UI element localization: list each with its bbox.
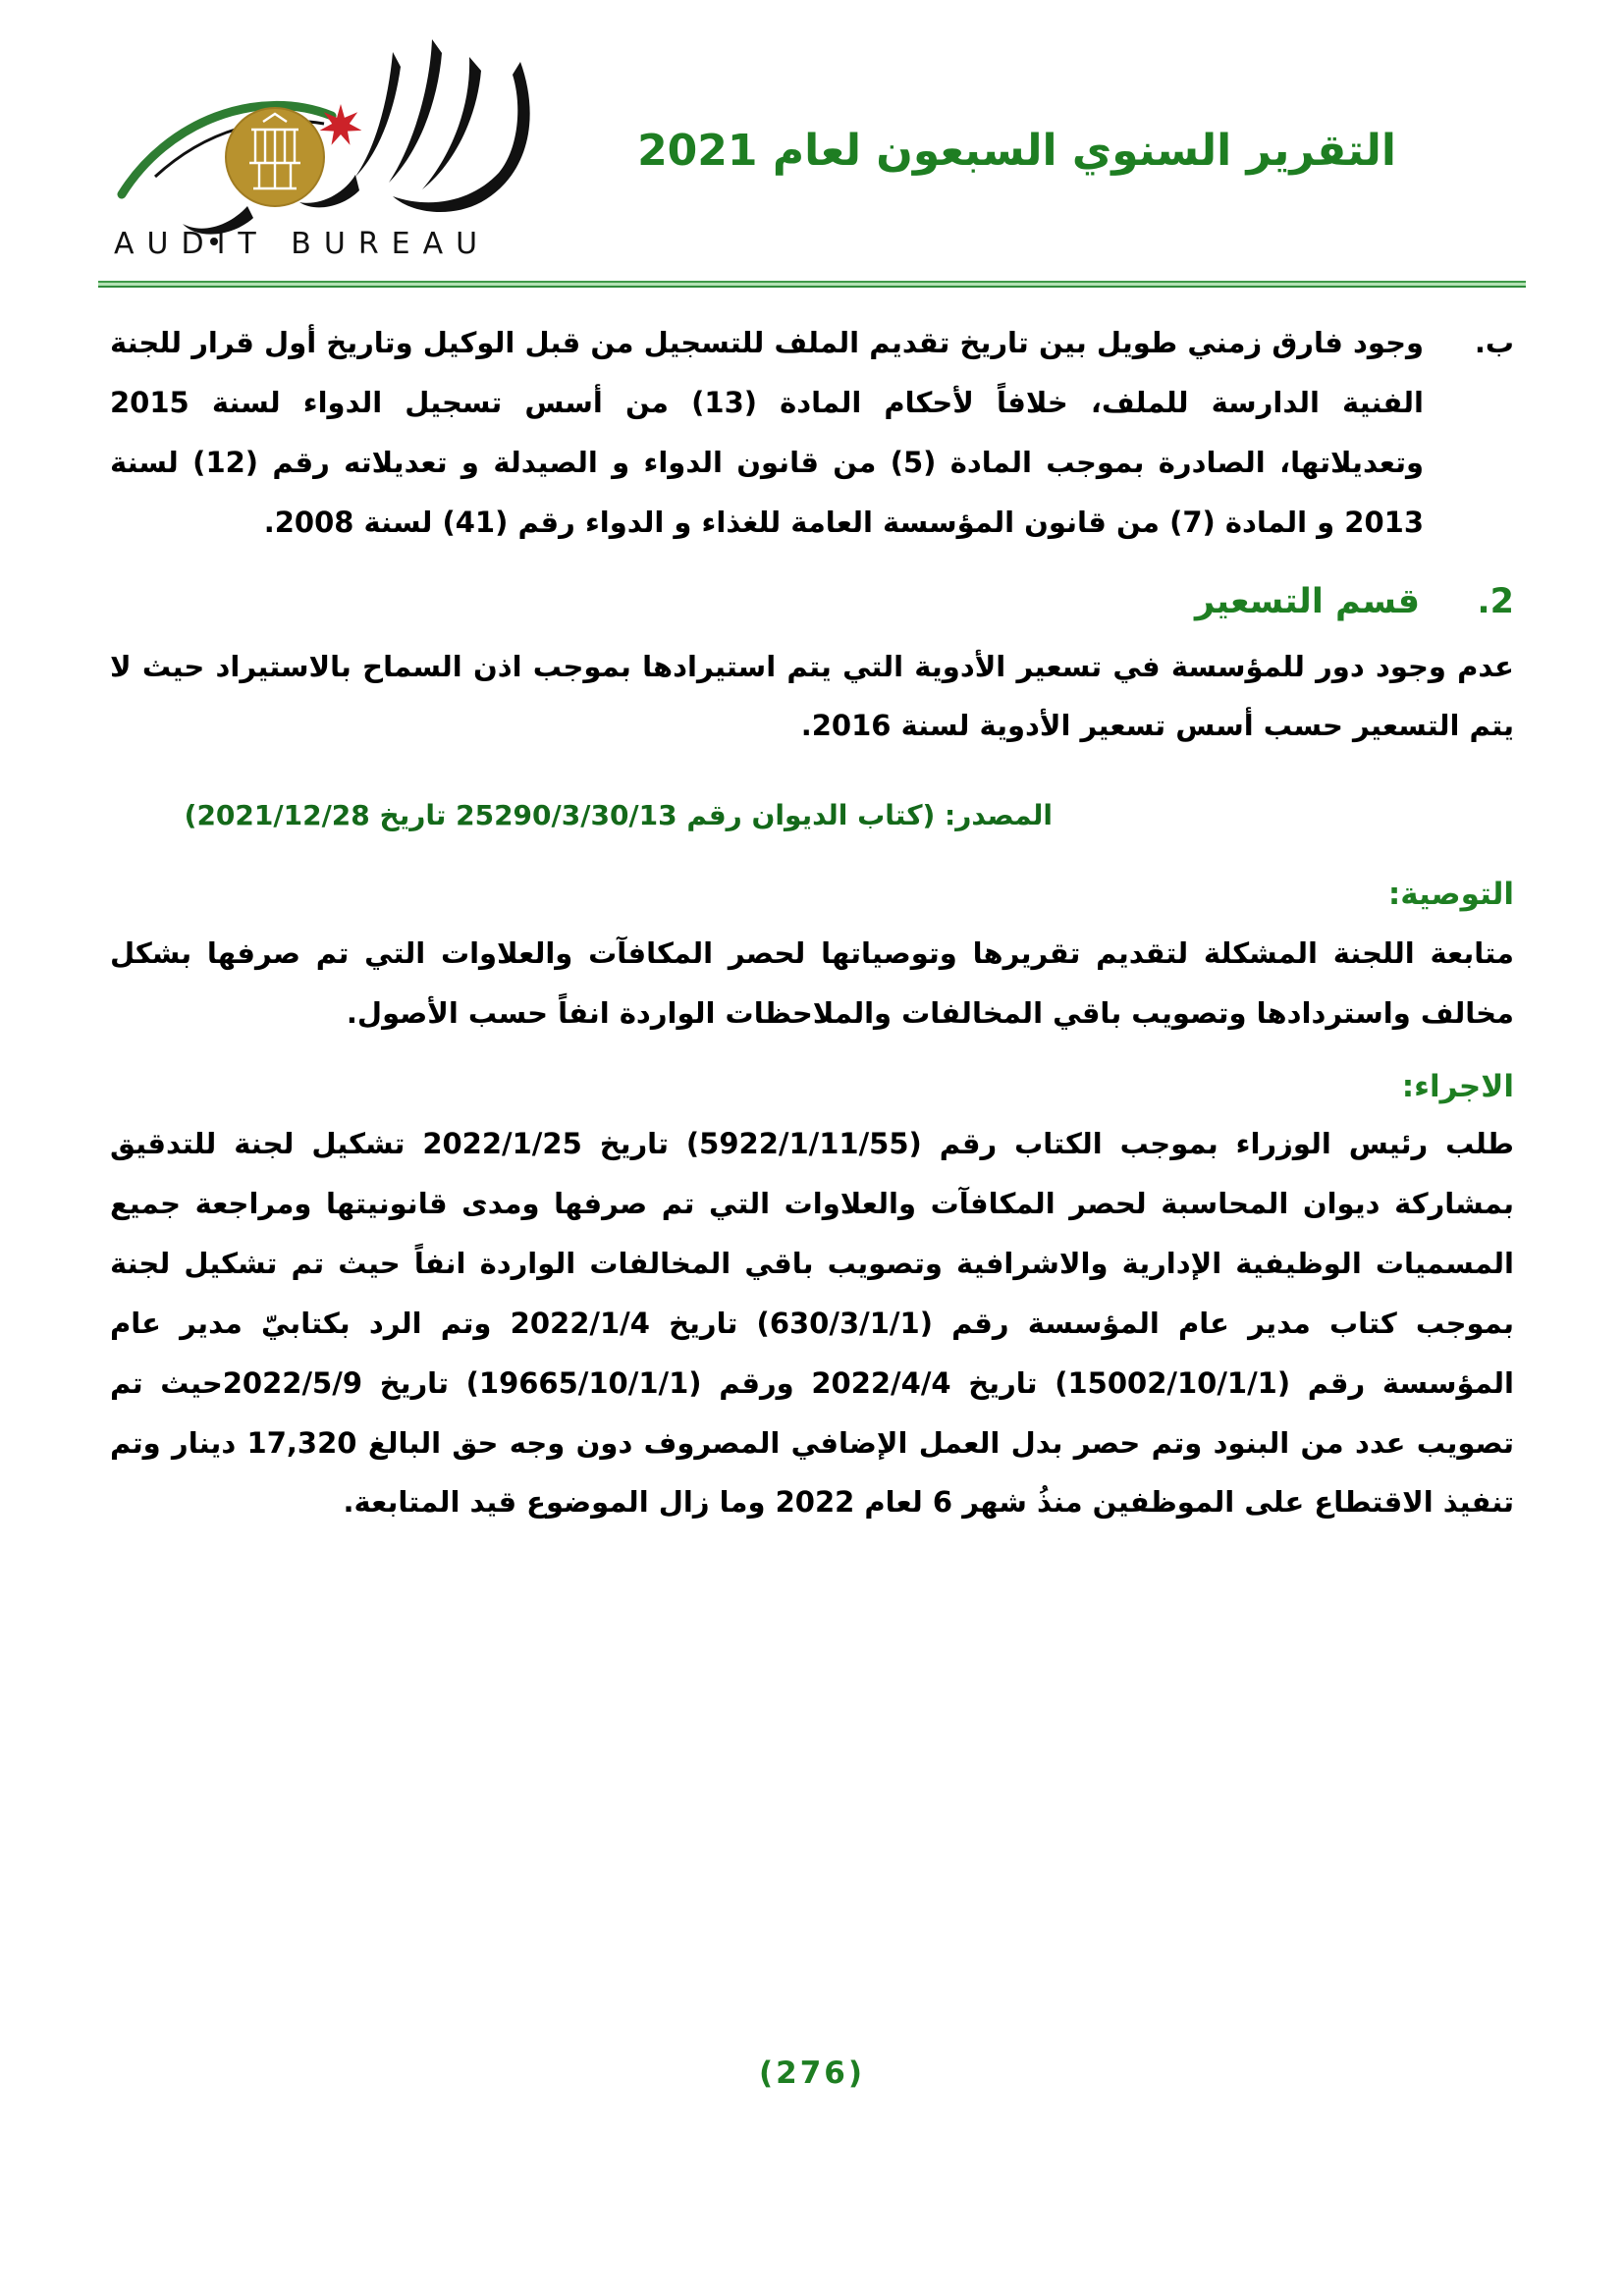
item-b-marker: ب.: [1474, 326, 1514, 359]
report-title: التقرير السنوي السبعون لعام 2021: [637, 126, 1396, 176]
audit-bureau-logo-graphic: [98, 27, 550, 263]
procedure-text: طلب رئيس الوزراء بموجب الكتاب رقم (5922/1/11/55) تاريخ 2022/1/25 تشكيل لجنة للتدقيق بمشاركة ديوان المحاسبة لحصر المكافآت والعلاوات التي تم صرفها ومدى قانونيتها ومراجعة جميع المسميات الوظيفية الإدارية والاشرافية وتصويب باقي المخالفات الواردة انفاً حيث تم تشكيل لجنة بموجب كتاب مدير عام المؤسسة رقم (630/3/1/1) تاريخ 2022/1/4 وتم الرد بكتابيّ مدير عام المؤسسة رقم (15002/10/1/1) تاريخ 2022/4/4 ورقم (19665/10/1/1) تاريخ 2022/5/9حيث تم تصويب عدد من البنود وتم حصر بدل العمل الإضافي المصروف دون وجه حق البالغ 17,320 دينار وتم تنفيذ الاقتطاع على الموظفين منذُ شهر 6 لعام 2022 وما زال الموضوع قيد المتابعة.: [110, 1127, 1514, 1520]
recommendation-text: متابعة اللجنة المشكلة لتقديم تقريرها وتوصياتها لحصر المكافآت والعلاوات التي تم صرفها بشكل مخالف واستردادها وتصويب باقي المخالفات والملاحظات الواردة انفاً حسب الأصول.: [110, 936, 1514, 1031]
procedure-label: الاجراء:: [1401, 1069, 1514, 1105]
header-separator-line: [98, 281, 1526, 288]
source-reference-line: المصدر: (كتاب الديوان رقم 25290/3/30/13 تاريخ 2021/12/28): [184, 799, 1053, 832]
finding-item-b: [110, 313, 1514, 553]
pricing-section-text: عدم وجود دور للمؤسسة في تسعير الأدوية التي يتم استيرادها بموجب اذن السماح بالاستيراد حيث لا يتم التسعير حسب أسس تسعير الأدوية لسنة 2016.: [110, 649, 1514, 743]
page-content: [0, 288, 1624, 1532]
page-number: (276): [758, 2056, 866, 2091]
item-b-text: وجود فارق زمني طويل بين تاريخ تقديم الملف للتسجيل من قبل الوكيل وتاريخ أول قرار للجنة الفنية الدارسة للملف، خلافاً لأحكام المادة (13) من أسس تسجيل الدواء لسنة 2015 وتعديلاتها، الصادرة بموجب المادة (5) من قانون الدواء و الصيدلة و تعديلاته رقم (12) لسنة 2013 و المادة (7) من قانون المؤسسة العامة للغذاء و الدواء رقم (41) لسنة 2008.: [110, 326, 1424, 539]
audit-bureau-logo: [98, 27, 550, 267]
logo-latin-name: AUDIT BUREAU: [114, 227, 491, 261]
page-header: [0, 0, 1624, 288]
section-2-title: قسم التسعير: [1194, 581, 1420, 621]
section-2-number: 2.: [1477, 581, 1514, 621]
section-2-heading: [110, 582, 1514, 621]
petra-monument-icon: [226, 108, 324, 206]
recommendation-label: التوصية:: [1387, 877, 1514, 913]
